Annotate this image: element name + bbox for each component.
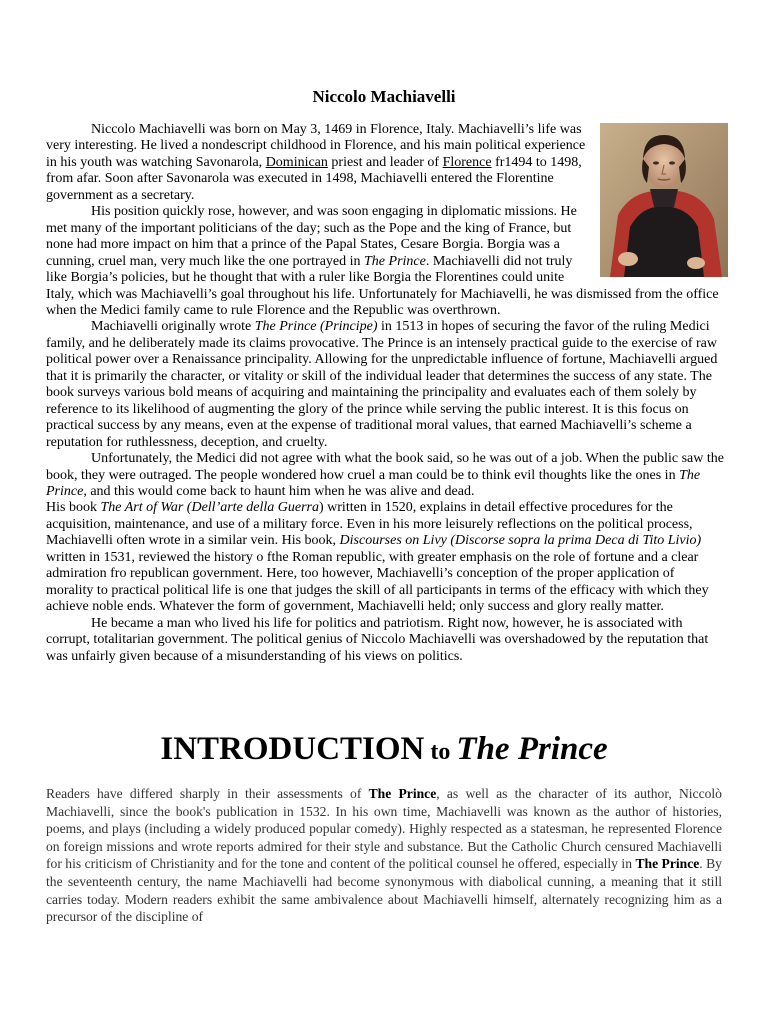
dominican-link[interactable]: Dominican (265, 154, 328, 170)
bio-paragraph-3: Machiavelli originally wrote The Prince (Principe) in 1513 in hopes of securing the favor of the ruling Medici family, and he deliberately made its claims provocative. The Prince is an intensely practical guide to the exercise of raw political power over a Renaissance principality. Allowing for the unpredictable influence of fortune, Machiavelli argued that it is primarily the character, or vitality or skill of the individual leader that determines the success of any state. The book surveys various bold means of acquiring and maintaining the principality and evaluates each of them solely by reference to its likelihood of augmenting the glory of the prince while serving the public interest. It is this focus on practical success by any means, even at the expense of traditional moral values, that earned Machiavelli’s scheme a reputation for ruthlessness, deception, and cruelty. (46, 319, 718, 450)
bio-paragraph-5: His book The Art of War (Dell’arte della Guerra) written in 1520, explains in detail effective procedures for the acquisition, maintenance, and use of a military force. Even in his more leisurely reflections on the political process, Machiavelli often wrote in a similar vein. His book, Discourses on Livy (Discorse sopra la prima Deca di Tito Livio) written in 1531, reviewed the history o fthe Roman republic, with greater emphasis on the role of fortune and a clear admiration fro republican government. Here, too however, Machiavelli’s conception of the proper application of morality to practical political life is one that judges the skill of all participants in terms of the efficacy with which they achieve noble ends. Whatever the form of government, Machiavelli held; only success and glory really matter. (46, 500, 709, 615)
machiavelli-portrait-image (600, 123, 728, 277)
bio-paragraph-6: He became a man who lived his life for politics and patriotism. Right now, however, he is associated with corrupt, totalitarian government. The political genius of Niccolo Machiavelli was overshadowed by the reputation that was unfairly given because of a misunderstanding of his views on politics. (46, 615, 709, 664)
bio-paragraph-4: Unfortunately, the Medici did not agree with what the book said, so he was out of a job. When the public saw the book, they were outraged. The people wondered how cruel a man could be to think evil thoughts like the ones in The Prince, and this would come back to haunt him when he was alive and dead. (46, 451, 724, 499)
page-title: Niccolo Machiavelli (312, 87, 456, 106)
biography-section (46, 122, 724, 665)
florence-link[interactable]: Florence (442, 154, 492, 170)
bio-paragraph-1: Niccolo Machiavelli was born on May 3, 1469 in Florence, Italy. Machiavelli’s life was very interesting. He lived a nondescript childhood in Florence, and his main political experience in his youth was watching Savonarola, Dominican priest and leader of Florence fr1494 to 1498, from afar. Soon after Savonarola was executed in 1498, Machiavelli entered the Florentine government as a secretary. (46, 122, 586, 203)
portrait-icon (600, 123, 728, 277)
introduction-heading: INTRODUCTION to The Prince (160, 731, 608, 767)
bio-paragraph-2: His position quickly rose, however, and was soon engaging in diplomatic missions. He met many of the important politicians of the day; such as the Pope and the king of France, but none had more impact on him that a prince of the Papal States, Cesare Borgia. Borgia was a cunning, cruel man, very much like the one portrayed in The Prince. Machiavelli did not truly like Borgia’s policies, but he thought that with a ruler like Borgia the Florentines could unite Italy, which was Machiavelli’s goal throughout his life. Unfortunately for Machiavelli, he was dismissed from the office when the Medici family came to rule Florence and the Republic was overthrown. (46, 204, 719, 318)
introduction-section (46, 785, 722, 926)
intro-paragraph: Readers have differed sharply in their assessments of The Prince, as well as the character of its author, Niccolò Machiavelli, since the book's publication in 1532. In his own time, Machiavelli was known as the author of histories, poems, and plays (including a widely produced popular comedy). Highly respected as a statesman, he represented Florence on foreign missions and wrote reports admired for their style and substance. But the Catholic Church censured Machiavelli for his criticism of Christianity and for the tone and content of the political counsel he offered, especially in The Prince. By the seventeenth century, the name Machiavelli had become synonymous with diabolical cunning, a meaning that it still carries today. Modern readers exhibit the same ambivalence about Machiavelli himself, alternately recognizing him as a precursor of the discipline of (46, 786, 722, 925)
